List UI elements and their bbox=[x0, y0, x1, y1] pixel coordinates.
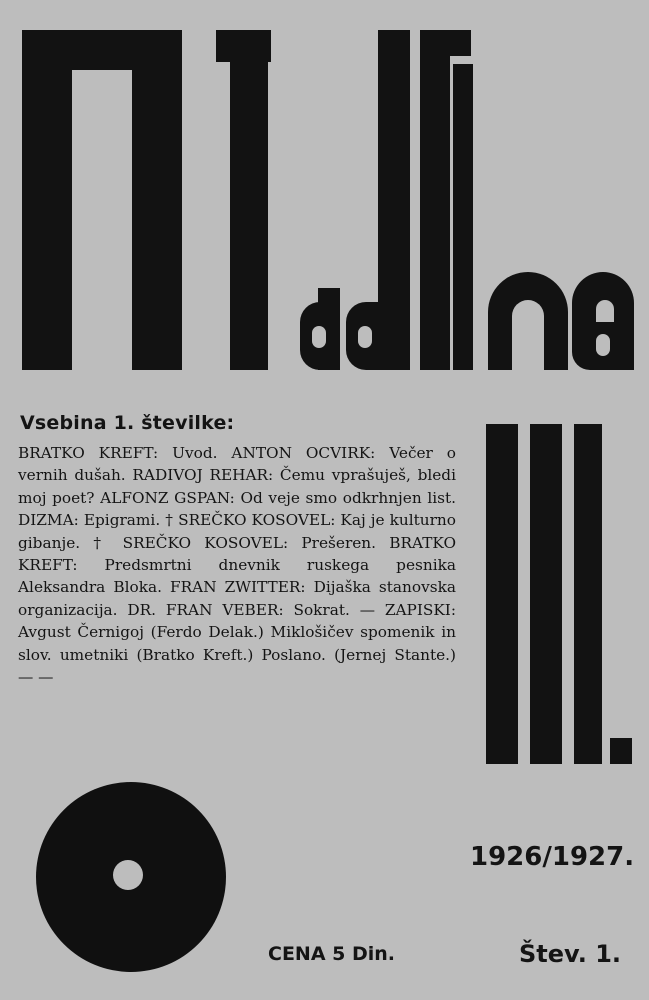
letter-a2-counter-low bbox=[596, 334, 610, 356]
letter-d-stem bbox=[378, 30, 410, 370]
letter-i-stem bbox=[453, 64, 473, 370]
publication-year: 1926/1927. bbox=[470, 842, 635, 872]
letter-l-stem bbox=[230, 30, 268, 370]
contents-heading: Vsebina 1. številke: bbox=[20, 412, 235, 434]
price-label: CENA 5 Din. bbox=[268, 943, 396, 965]
table-of-contents bbox=[18, 412, 456, 688]
volume-bar-3 bbox=[574, 424, 602, 764]
disc-center-hole bbox=[113, 860, 143, 890]
volume-bar-1 bbox=[486, 424, 518, 764]
volume-period bbox=[610, 738, 632, 764]
letter-n-counter bbox=[512, 300, 544, 370]
letter-d-counter bbox=[358, 326, 372, 348]
letter-m-stem-right bbox=[132, 30, 182, 370]
letter-a2-counter bbox=[596, 300, 614, 322]
issue-number: Štev. 1. bbox=[519, 940, 622, 968]
letter-m-stem-left bbox=[22, 30, 72, 370]
letter-a-counter bbox=[312, 326, 326, 348]
contents-text: BRATKO KREFT: Uvod. ANTON OCVIRK: Večer o vernih dušah. RADIVOJ REHAR: Čemu vprašuješ, bledi moj poet? ALFONZ GSPAN: Od veje smo odkrhnjen list. DIZMA: Epigrami. † SREČKO KOSOVEL: Kaj je kulturno gibanje. † SREČKO KOSOVEL: Prešeren. BRATKO KREFT: Predsmrtni dnevnik ruskega pesnika Aleksandra Bloka. FRAN ZWITTER: Dijaška stanovska organizacija. DR. FRAN VEBER: Sokrat. — ZAPISKI: Avgust Černigoj (Ferdo Delak.) Miklošičev spomenik in slov. umetniki (Bratko Kreft.) Poslano. (Jernej Stante.) — — bbox=[18, 444, 456, 687]
letter-m-top bbox=[22, 30, 182, 70]
letter-l2-stem bbox=[420, 30, 450, 370]
volume-bar-2 bbox=[530, 424, 562, 764]
letter-i-dot bbox=[445, 30, 471, 56]
